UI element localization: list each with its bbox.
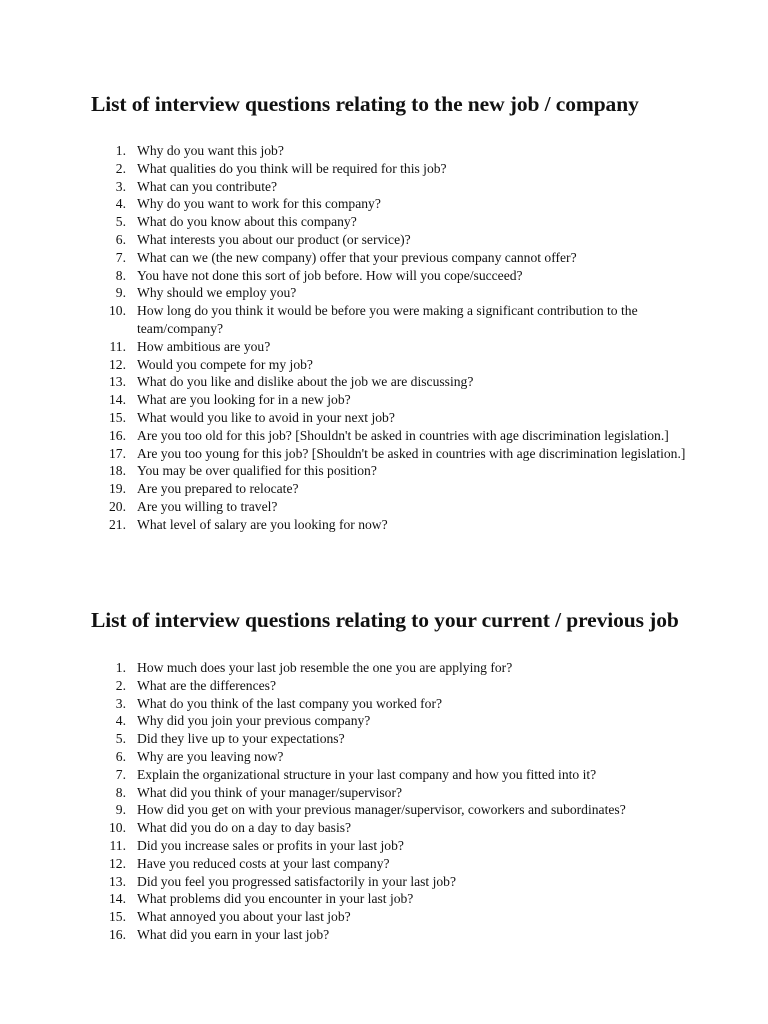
question-text: Have you reduced costs at your last company? [137,855,390,871]
question-item [91,766,711,784]
question-text: What are you looking for in a new job? [137,392,351,408]
section-previous-job [91,606,711,944]
question-number: 19. [109,481,126,497]
question-number: 20. [109,498,126,514]
question-number: 5. [115,731,126,747]
question-text: Are you prepared to relocate? [137,481,299,497]
question-item [91,784,711,802]
question-item [91,890,711,908]
question-number: 14. [109,392,126,408]
question-number: 12. [109,855,126,871]
question-list [91,659,711,944]
question-number: 7. [115,766,126,782]
question-text: Why are you leaving now? [137,748,284,764]
question-number: 11. [109,837,126,853]
question-item [91,712,711,730]
question-text: What annoyed you about your last job? [137,909,351,925]
question-item [91,480,711,498]
question-item [91,855,711,873]
question-item [91,373,711,391]
question-number: 12. [109,356,126,372]
question-text: Why should we employ you? [137,285,297,301]
question-number: 13. [109,374,126,390]
question-item [91,926,711,944]
question-text: What can we (the new company) offer that your previous company cannot offer? [137,249,577,265]
question-item [91,659,711,677]
question-text: Are you too old for this job? [Shouldn't be asked in countries with age discrimination legislation.] [137,427,669,443]
question-item [91,427,711,445]
question-number: 18. [109,463,126,479]
question-number: 14. [109,891,126,907]
question-item [91,819,711,837]
question-text: You may be over qualified for this position? [137,463,377,479]
question-text: Did they live up to your expectations? [137,731,345,747]
question-item [91,284,711,302]
question-item [91,142,711,160]
question-item [91,677,711,695]
question-number: 1. [115,143,126,158]
question-item [91,498,711,516]
question-text: Did you feel you progressed satisfactorily in your last job? [137,873,457,889]
question-item [91,908,711,926]
question-text: Did you increase sales or profits in your last job? [137,837,404,853]
question-item [91,730,711,748]
question-item [91,356,711,374]
question-item [91,695,711,713]
question-text: How long do you think it would be before you were making a significant contribution to the team/company? [137,303,638,336]
question-item [91,302,711,338]
question-text: What interests you about our product (or service)? [137,231,411,247]
question-number: 4. [115,713,126,729]
question-item [91,195,711,213]
question-text: Explain the organizational structure in your last company and how you fitted into it? [137,766,597,782]
question-number: 16. [109,427,126,443]
question-text: Are you willing to travel? [137,498,278,514]
question-number: 17. [109,445,126,461]
question-item [91,873,711,891]
question-number: 2. [115,677,126,693]
question-item [91,160,711,178]
question-text: What qualities do you think will be required for this job? [137,160,447,176]
question-text: What are the differences? [137,677,276,693]
question-text: What do you think of the last company you worked for? [137,695,443,711]
question-item [91,837,711,855]
question-number: 6. [115,231,126,247]
question-item [91,267,711,285]
question-text: What do you like and dislike about the job we are discussing? [137,374,474,390]
section-heading: List of interview questions relating to your current / previous job [91,608,679,632]
question-number: 10. [109,820,126,836]
question-text: You have not done this sort of job before. How will you cope/succeed? [137,267,523,283]
question-number: 16. [109,926,126,942]
question-number: 21. [109,516,126,532]
question-text: Why do you want to work for this company? [137,196,381,212]
question-item [91,801,711,819]
question-number: 7. [115,249,126,265]
question-text: How ambitious are you? [137,338,271,354]
question-item [91,178,711,196]
question-number: 15. [109,909,126,925]
question-text: What do you know about this company? [137,214,357,230]
question-number: 9. [115,802,126,818]
question-item [91,231,711,249]
question-item [91,516,711,534]
question-item [91,462,711,480]
section-new-job [91,90,711,534]
question-item [91,409,711,427]
question-text: Why do you want this job? [137,143,284,158]
question-item [91,338,711,356]
question-number: 13. [109,873,126,889]
question-number: 6. [115,748,126,764]
question-item [91,445,711,463]
question-text: Are you too young for this job? [Shouldn't be asked in countries with age discrimination legislation.] [137,445,686,461]
question-text: What did you do on a day to day basis? [137,820,352,836]
question-number: 8. [115,267,126,283]
question-text: What did you earn in your last job? [137,926,330,942]
question-item [91,391,711,409]
question-number: 1. [115,660,126,675]
question-number: 8. [115,784,126,800]
section-heading: List of interview questions relating to the new job / company [91,92,639,116]
question-text: How much does your last job resemble the one you are applying for? [137,660,513,675]
question-text: Why did you join your previous company? [137,713,371,729]
question-text: What problems did you encounter in your last job? [137,891,414,907]
question-item [91,213,711,231]
question-text: What can you contribute? [137,178,278,194]
question-text: What did you think of your manager/supervisor? [137,784,403,800]
question-number: 10. [109,303,126,319]
question-number: 2. [115,160,126,176]
question-text: How did you get on with your previous manager/supervisor, coworkers and subordinates? [137,802,626,818]
question-number: 5. [115,214,126,230]
question-text: What level of salary are you looking for now? [137,516,388,532]
question-number: 4. [115,196,126,212]
question-number: 15. [109,409,126,425]
question-number: 3. [115,178,126,194]
question-list [91,142,711,534]
question-item [91,748,711,766]
question-text: What would you like to avoid in your next job? [137,409,395,425]
question-number: 3. [115,695,126,711]
question-number: 11. [109,338,126,354]
question-item [91,249,711,267]
question-number: 9. [115,285,126,301]
question-text: Would you compete for my job? [137,356,313,372]
